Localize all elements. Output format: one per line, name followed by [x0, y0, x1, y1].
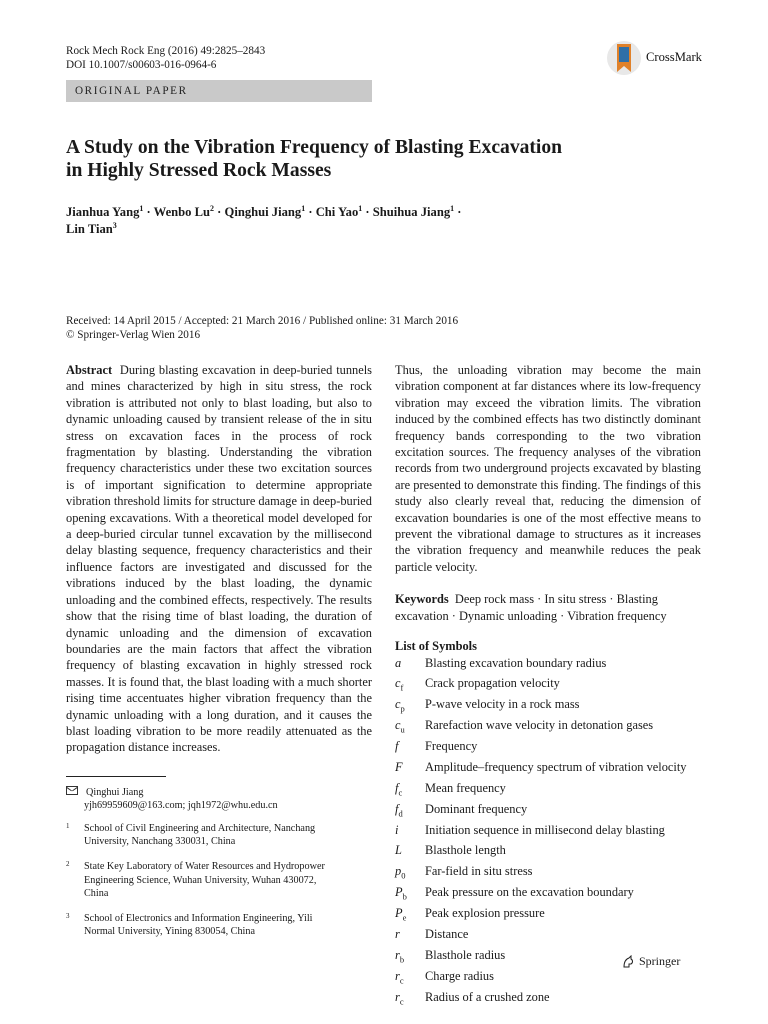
symbol-row: $f_d$ Dominant frequency — [395, 801, 528, 819]
symbol-row: f Frequency — [395, 739, 478, 753]
abstract-left-column — [66, 362, 372, 756]
author-list: Jianhua Yang$^1$ · Wenbo $Lu^2$ · Qinghui Jiang$^1$ · Chi Yao$^1$ · Shuihua Jiang$^1$ · Lin Tian$^3$ — [66, 204, 462, 236]
section-ribbon: ORIGINAL PAPER — [66, 80, 372, 102]
doi-line[interactable]: DOI 10.1007/s00603-016-0964-6 — [66, 59, 217, 71]
symbol-row: a Blasting excavation boundary radius — [395, 655, 607, 670]
symbols-heading: List of Symbols — [395, 639, 477, 654]
symbol-row: $P_b$ Peak pressure on the excavation boundary — [395, 885, 634, 902]
envelope-icon — [66, 786, 78, 795]
keywords-heading: Keywords — [395, 592, 449, 607]
symbol-row: $r_b$ Blasthole radius — [395, 947, 506, 965]
symbol-row: $r_c$ Radius of a crushed zone — [395, 989, 550, 1006]
crossmark-label: CrossMark — [646, 50, 702, 64]
abstract-heading: Abstract — [66, 363, 113, 377]
crossmark-icon — [606, 38, 642, 78]
dates-line: Received: 14 April 2015 / Accepted: 21 March 2016 / Published online: 31 March 2016 — [66, 315, 459, 327]
correspondence — [66, 786, 372, 812]
abstract-text-left: During blasting excavation in deep-buried tunnels and mines characterized by high in situ stress, the rock vibration is attributed not only to blast loading, but also to dynamic unloading caused by transient release of the in situ stress on excavation faces in the process of rock fragmentation by blasting. Understanding the vibration frequency characteristics under these two excitation sources is of important signification to determine appropriate vibration threshold limits for structure damage in deep-buried opening excavations. With a theoretical model developed for a deep-buried circular tunnel excavation by the millisecond delay blasting sequence, frequency characteristics and their influence factors are investigated and discussed for the vibrations induced by the blast loading, the dynamic unloading and the combined effects, respectively. The results show that the rising time of blast loading, the duration of dynamic unloading and the dimension of excavation boundaries are the main factors that affect the vibration frequency of blasting excavation in highly stressed rock masses. It is found that, the blast loading with a much shorter rising time accentuates higher vibration frequency than the dynamic unloading with a long duration, and it causes the blast loading vibration to be more readily attenuated as the propagation distance increases. — [66, 363, 372, 755]
footnote-rule — [66, 776, 166, 777]
publication-dates — [66, 314, 706, 342]
abstract-text-right: Thus, the unloading vibration may become the main vibration component at far distances where its low-frequency vibration may exceed the vibration limits. The vibration induced by the combined effects has two distinctly dominant frequency bands corresponding to the two vibration excitation sources. The frequency analyses of the vibration records from two underground projects excavated by blasting are presented to demonstrate this finding. The findings of this study also clearly reveal that, reducing the dimension of excavation boundaries is one of the most effective means to prevent the vibrational damage to structures as it increases the vibration frequency and meanwhile reduces the peak particle velocity. — [395, 363, 701, 574]
keywords-text: Deep rock mass · In situ stress · Blasting excavation · Dynamic unloading · Vibration frequency — [395, 592, 667, 623]
author[interactable]: Jianhua Yang$^1$ — [66, 204, 144, 219]
symbol-row: $c_f$ Crack propagation velocity — [395, 676, 560, 693]
crossmark-badge[interactable] — [606, 38, 706, 78]
article-title — [66, 136, 706, 182]
correspondence-emails[interactable]: yjh69959609@163.com; jqh1972@whu.edu.cn — [84, 800, 278, 812]
springer-horse-icon — [621, 955, 635, 969]
symbol-row: i Initiation sequence in millisecond delay blasting — [395, 822, 665, 837]
symbol-row: $f_c$ Mean frequency — [395, 780, 506, 798]
author[interactable]: Shuihua Jiang$^1$ — [372, 204, 455, 219]
affiliations — [66, 822, 372, 950]
symbol-row: $r_c$ Charge radius — [395, 968, 494, 986]
affiliation-item: 2 State Key Laboratory of Water Resources and Hydropower Engineering Science, Wuhan University, Wuhan 430072, China — [66, 860, 325, 899]
symbol-row: $c_u$ Rarefaction wave velocity in detonation gases — [395, 718, 654, 735]
abstract-right-column — [395, 362, 701, 1009]
keywords-paragraph — [395, 591, 701, 624]
title-line-2: in Highly Stressed Rock Masses — [66, 160, 332, 181]
copyright-line: © Springer-Verlag Wien 2016 — [66, 329, 201, 341]
symbol-row: $p_0$ Far-field in situ stress — [395, 864, 533, 881]
affiliation-item: 1 School of Civil Engineering and Architecture, Nanchang University, Nanchang 330031, China — [66, 822, 316, 848]
journal-citation — [66, 44, 265, 72]
symbol-row: L Blasthole length — [395, 843, 506, 858]
correspondence-name: Qinghui Jiang — [86, 787, 144, 798]
publisher-logo — [621, 953, 711, 971]
symbol-row: F Amplitude–frequency spectrum of vibration velocity — [395, 759, 687, 774]
abstract-paragraph — [66, 362, 372, 756]
author[interactable]: Chi Yao$^1$ — [315, 204, 363, 219]
author[interactable]: Wenbo Lu$^2$ — [153, 204, 215, 219]
affiliation-item: 3 School of Electronics and Information Engineering, Yili Normal University, Yining 830054, China — [66, 912, 313, 938]
symbol-row: r Distance — [395, 926, 469, 941]
journal-line: Rock Mech Rock Eng (2016) 49:2825–2843 — [66, 45, 266, 57]
title-line-1: A Study on the Vibration Frequency of Blasting Excavation — [66, 137, 563, 158]
symbol-row: $c_p$ P-wave velocity in a rock mass — [395, 697, 580, 714]
symbol-row: $P_e$ Peak explosion pressure — [395, 906, 545, 923]
publisher-name: Springer — [639, 954, 681, 968]
author[interactable]: Qinghui Jiang$^1$ — [224, 204, 306, 219]
author[interactable]: Lin Tian$^3$ — [66, 221, 117, 236]
